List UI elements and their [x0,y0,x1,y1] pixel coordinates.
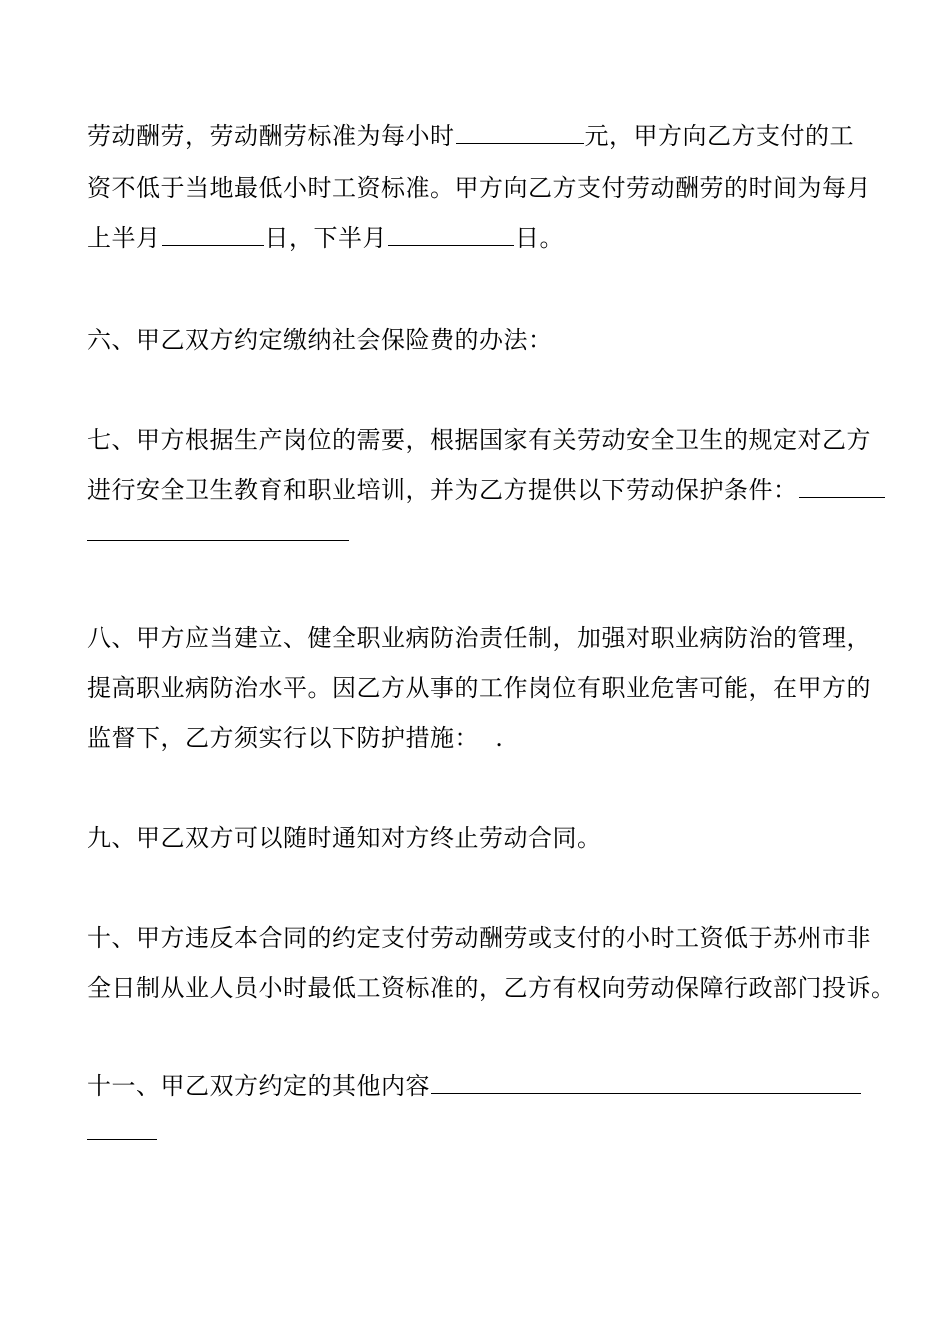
protection-conditions-blank [799,496,885,498]
clause-ten-text-1: 十、甲方违反本合同的约定支付劳动酬劳或支付的小时工资低于苏州市非 [87,924,871,952]
clause-eleven-text: 十一、甲乙双方约定的其他内容 [87,1072,430,1100]
hourly-wage-blank [456,142,584,144]
wage-clause-line-1 [87,120,854,152]
clause-eight-line-1 [87,622,871,654]
first-half-day-blank [162,244,264,246]
second-half-day-blank [388,244,514,246]
clause-eight-line-2 [87,672,871,704]
second-half-month-label: 日，下半月 [264,224,387,252]
wage-clause-line-2 [87,172,871,204]
wage-rate-text: 劳动酬劳，劳动酬劳标准为每小时 [87,122,455,150]
day-suffix: 日。 [515,224,564,252]
clause-ten-text-2: 全日制从业人员小时最低工资标准的，乙方有权向劳动保障行政部门投诉。 [87,974,896,1002]
other-content-blank [431,1092,861,1094]
other-content-blank-continued [87,1139,157,1140]
clause-seven-text-1: 七、甲方根据生产岗位的需要，根据国家有关劳动安全卫生的规定对乙方 [87,426,871,454]
clause-six-text: 六、甲乙双方约定缴纳社会保险费的办法： [87,326,553,354]
clause-eight-text-1: 八、甲方应当建立、健全职业病防治责任制，加强对职业病防治的管理， [87,624,871,652]
clause-nine-text: 九、甲乙双方可以随时通知对方终止劳动合同。 [87,824,602,852]
wage-rate-text-end: 元，甲方向乙方支付的工 [584,122,854,150]
clause-eight-text-3: 监督下，乙方须实行以下防护措施： . [87,724,504,752]
clause-nine [87,822,602,854]
wage-clause-line-3 [87,222,564,254]
first-half-month-label: 上半月 [87,224,161,252]
clause-seven-line-2 [87,474,886,506]
clause-seven-line-1 [87,424,871,456]
clause-eleven-line-1 [87,1070,862,1102]
clause-eight-text-2: 提高职业病防治水平。因乙方从事的工作岗位有职业危害可能，在甲方的 [87,674,871,702]
clause-eight-line-3 [87,722,503,754]
clause-ten-line-1 [87,922,871,954]
protection-conditions-blank-continued [87,540,349,541]
clause-six [87,324,553,356]
clause-ten-line-2 [87,972,896,1004]
wage-payment-text: 资不低于当地最低小时工资标准。甲方向乙方支付劳动酬劳的时间为每月 [87,174,871,202]
clause-seven-text-2: 进行安全卫生教育和职业培训，并为乙方提供以下劳动保护条件： [87,476,798,504]
